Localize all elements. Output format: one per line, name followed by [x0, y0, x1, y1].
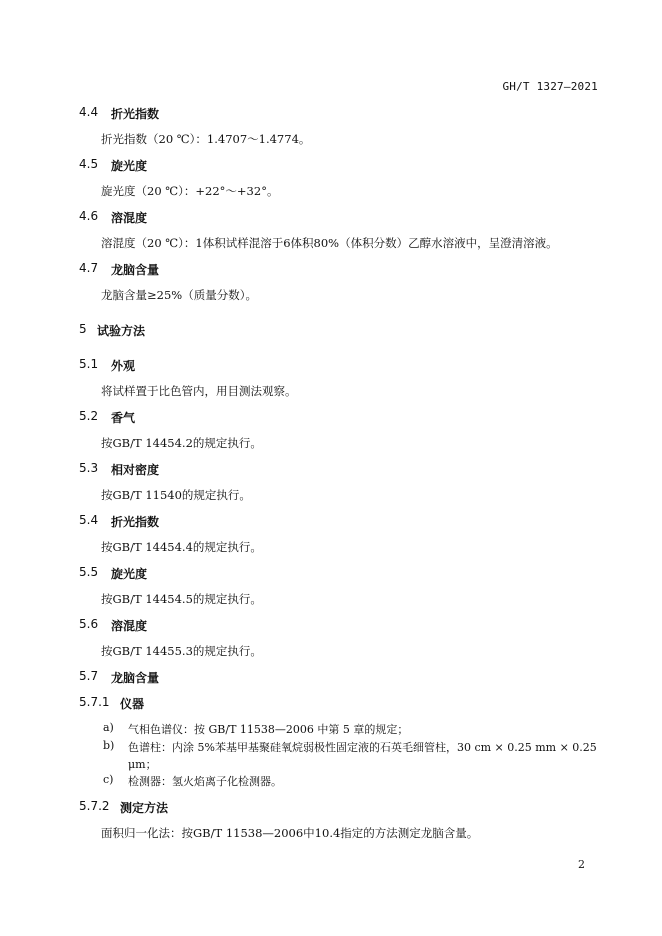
paragraph-5-2: 按GB/T 14454.2的规定执行。 [101, 436, 262, 450]
subsection-number: 5.7.1 [79, 695, 110, 709]
section-title: 折光指数 [111, 107, 160, 121]
list-text-continuation: μm； [128, 758, 157, 771]
section-number: 4.7 [79, 261, 99, 275]
section-title: 相对密度 [111, 463, 160, 477]
section-title: 溶混度 [111, 619, 148, 633]
paragraph-5-7-2: 面积归一化法：按GB/T 11538—2006中10.4指定的方法测定龙脑含量。 [101, 826, 479, 840]
section-number: 5.3 [79, 461, 99, 475]
section-title: 香气 [111, 411, 136, 425]
list-text: 色谱柱：内涂 5%苯基甲基聚硅氧烷弱极性固定液的石英毛细管柱，30 cm × 0.25 mm × 0.25 [128, 741, 597, 754]
chapter-number: 5 [79, 322, 87, 336]
section-number: 5.5 [79, 565, 99, 579]
list-text: 气相色谱仪：按 GB/T 11538—2006 中第 5 章的规定； [128, 723, 409, 736]
paragraph-5-5: 按GB/T 14454.5的规定执行。 [101, 592, 262, 606]
section-title: 龙脑含量 [111, 671, 160, 685]
section-title: 溶混度 [111, 211, 148, 225]
paragraph-5-6: 按GB/T 14455.3的规定执行。 [101, 644, 262, 658]
subsection-number: 5.7.2 [79, 799, 110, 813]
section-number: 4.6 [79, 209, 99, 223]
section-title: 外观 [111, 359, 136, 373]
list-marker: c) [103, 773, 114, 786]
section-number: 5.4 [79, 513, 99, 527]
paragraph-5-4: 按GB/T 14454.4的规定执行。 [101, 540, 262, 554]
section-title: 龙脑含量 [111, 263, 160, 277]
section-title: 折光指数 [111, 515, 160, 529]
section-number: 4.5 [79, 157, 99, 171]
paragraph-4-7: 龙脑含量≥25%（质量分数）。 [101, 288, 257, 302]
section-number: 5.7 [79, 669, 99, 683]
section-title: 旋光度 [111, 567, 148, 581]
list-marker: b) [103, 739, 115, 752]
section-number: 4.4 [79, 105, 99, 119]
section-number: 5.1 [79, 357, 99, 371]
section-number: 5.6 [79, 617, 99, 631]
subsection-title: 仪器 [120, 697, 145, 711]
page-number: 2 [578, 858, 585, 871]
paragraph-5-1: 将试样置于比色管内，用目测法观察。 [101, 384, 297, 398]
paragraph-4-5: 旋光度（20 ℃）：+22°～+32°。 [101, 184, 279, 198]
standard-number: GH/T 1327—2021 [502, 80, 598, 93]
subsection-title: 测定方法 [120, 801, 169, 815]
paragraph-5-3: 按GB/T 11540的规定执行。 [101, 488, 251, 502]
section-title: 旋光度 [111, 159, 148, 173]
list-text: 检测器：氢火焰离子化检测器。 [128, 775, 282, 788]
paragraph-4-6: 溶混度（20 ℃）：1体积试样混溶于6体积80%（体积分数）乙醇水溶液中，呈澄清溶液。 [101, 236, 558, 250]
list-marker: a) [103, 721, 114, 734]
chapter-title: 试验方法 [97, 324, 146, 338]
section-number: 5.2 [79, 409, 99, 423]
paragraph-4-4: 折光指数（20 ℃）：1.4707～1.4774。 [101, 132, 311, 146]
